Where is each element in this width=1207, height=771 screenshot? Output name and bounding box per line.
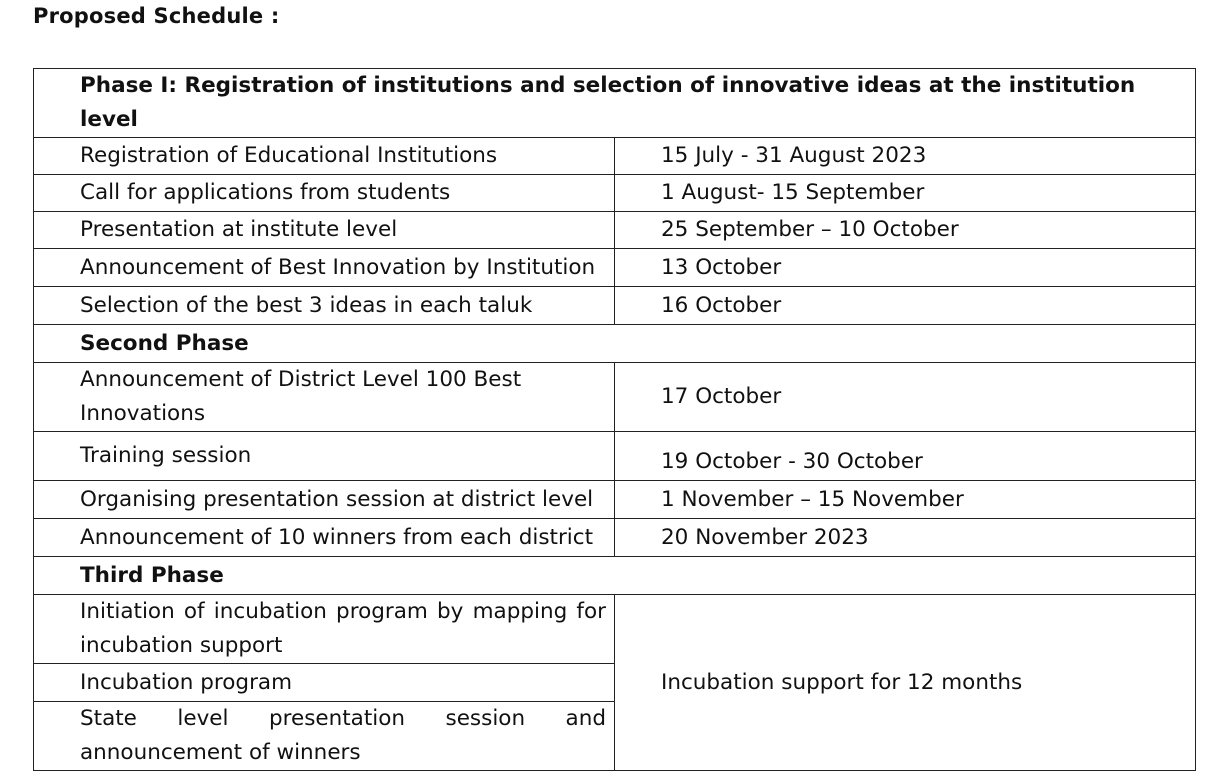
activity-cell: Announcement of 10 winners from each district xyxy=(34,519,615,557)
date-cell: 17 October xyxy=(615,363,1196,432)
table-row xyxy=(34,595,1196,664)
activity-cell: Organising presentation session at district level xyxy=(34,481,615,519)
phase-3-title: Third Phase xyxy=(34,557,1196,595)
phase-2-title: Second Phase xyxy=(34,325,1196,363)
date-cell xyxy=(615,432,1196,481)
table-row xyxy=(34,249,1196,287)
activity-cell: Presentation at institute level xyxy=(34,212,615,249)
table-row xyxy=(34,175,1196,212)
table-row xyxy=(34,287,1196,325)
activity-cell: Initiation of incubation program by mapping for incubation support xyxy=(34,595,615,664)
activity-cell: Incubation program xyxy=(34,664,615,702)
date-cell: 15 July - 31 August 2023 xyxy=(615,138,1196,175)
activity-cell: Training session xyxy=(34,432,615,481)
activity-cell: State level presentation session and announcement of winners xyxy=(34,702,615,771)
activity-cell: Announcement of Best Innovation by Institution xyxy=(34,249,615,287)
phase-1-title: Phase I: Registration of institutions and selection of innovative ideas at the institution level xyxy=(34,69,1196,138)
table-row xyxy=(34,138,1196,175)
activity-cell: Announcement of District Level 100 Best Innovations xyxy=(34,363,615,432)
date-cell: 25 September – 10 October xyxy=(615,212,1196,249)
table-row xyxy=(34,481,1196,519)
date-cell: 20 November 2023 xyxy=(615,519,1196,557)
date-cell: 1 August- 15 September xyxy=(615,175,1196,212)
date-cell: 16 October xyxy=(615,287,1196,325)
merged-date-cell: Incubation support for 12 months xyxy=(615,595,1196,771)
phase-header-row xyxy=(34,325,1196,363)
schedule-heading: Proposed Schedule : xyxy=(33,4,280,28)
phase-header-row xyxy=(34,69,1196,138)
table-row xyxy=(34,519,1196,557)
activity-cell: Call for applications from students xyxy=(34,175,615,212)
date-text: 19 October - 30 October xyxy=(661,449,923,474)
table-row xyxy=(34,432,1196,481)
table-row xyxy=(34,363,1196,432)
table-row xyxy=(34,212,1196,249)
phase-header-row xyxy=(34,557,1196,595)
activity-cell: Registration of Educational Institutions xyxy=(34,138,615,175)
schedule-table xyxy=(33,68,1196,771)
activity-cell: Selection of the best 3 ideas in each taluk xyxy=(34,287,615,325)
date-cell: 13 October xyxy=(615,249,1196,287)
date-cell: 1 November – 15 November xyxy=(615,481,1196,519)
